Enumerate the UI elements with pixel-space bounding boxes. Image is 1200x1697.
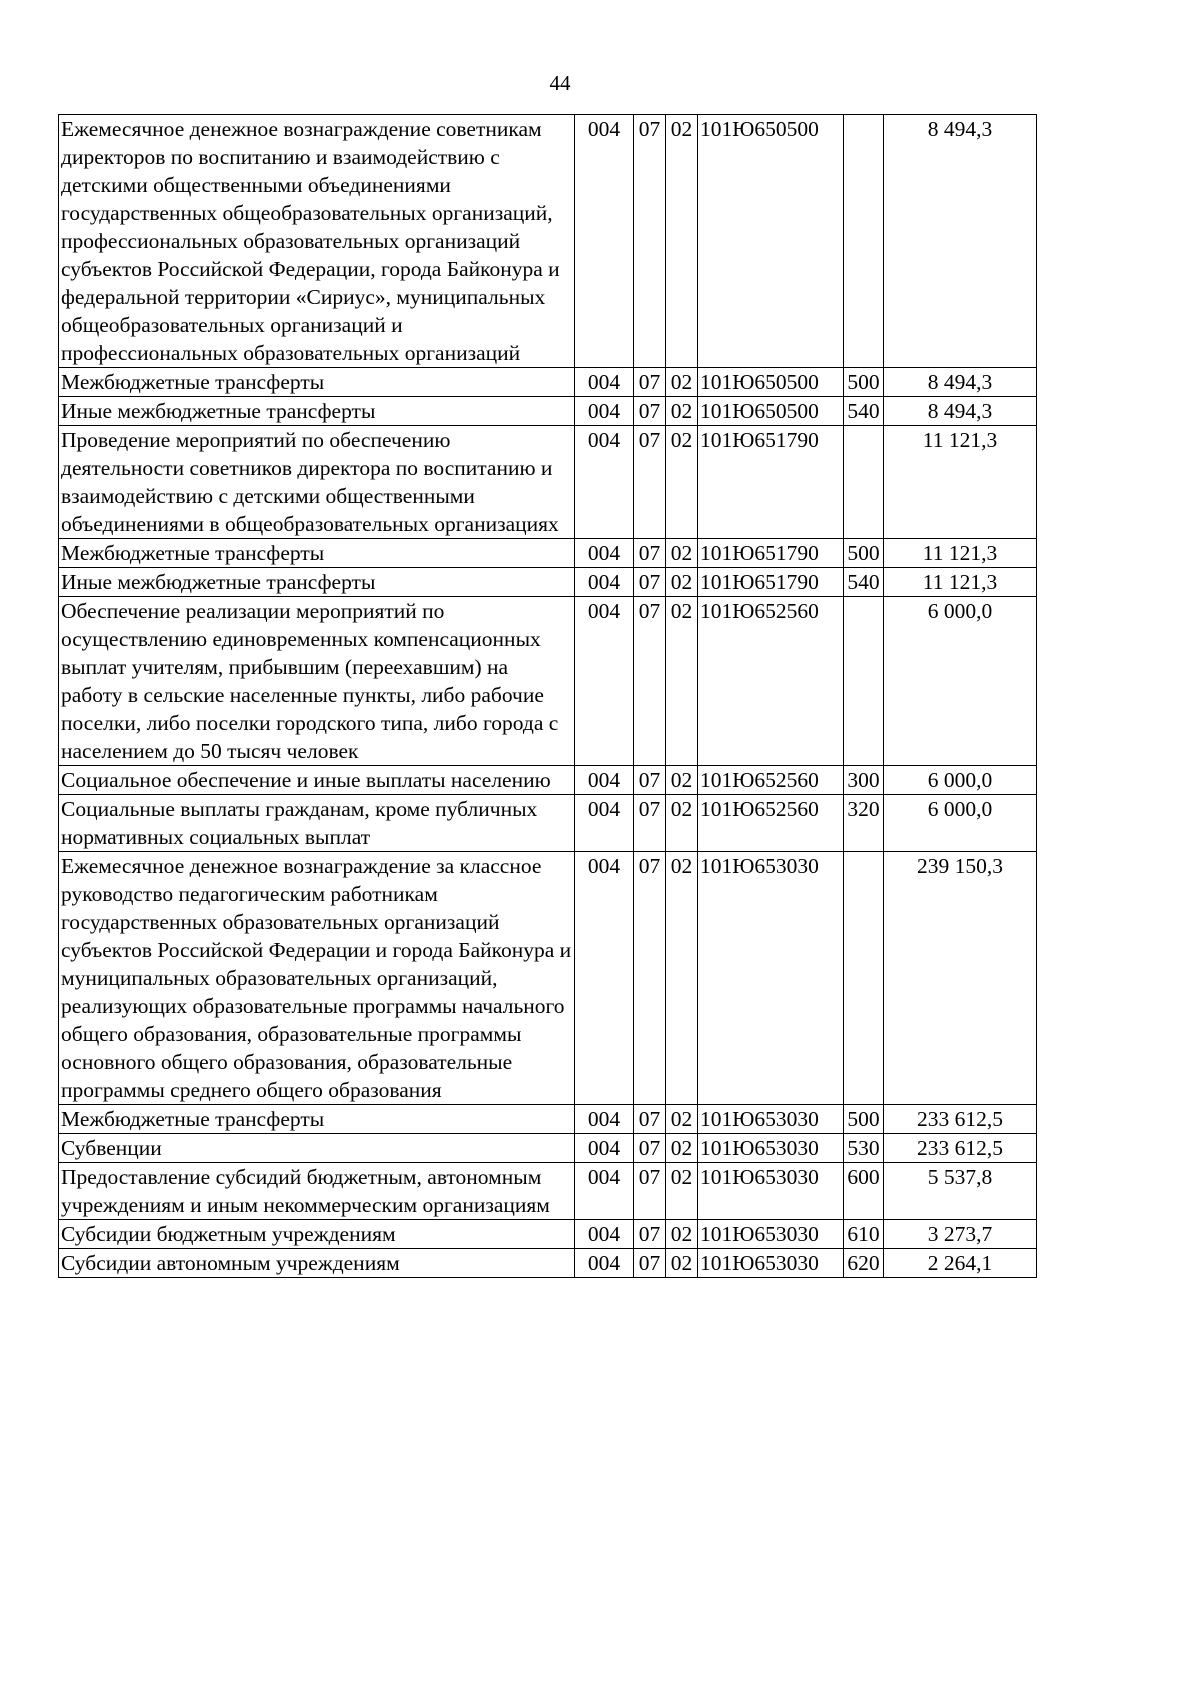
row-amount: 11 121,3 — [884, 568, 1037, 597]
row-name: Предоставление субсидий бюджетным, автономным учреждениям и иным некоммерческим организациям — [59, 1163, 575, 1220]
row-vr: 610 — [844, 1220, 884, 1249]
row-rz: 07 — [634, 1249, 666, 1278]
row-vr: 320 — [844, 795, 884, 852]
row-csr: 101Ю653030 — [698, 1220, 844, 1249]
table-row — [59, 397, 1037, 426]
row-csr: 101Ю650500 — [698, 115, 844, 368]
row-name: Субсидии автономным учреждениям — [59, 1249, 575, 1278]
row-vr: 540 — [844, 397, 884, 426]
row-rz: 07 — [634, 426, 666, 539]
row-amount: 11 121,3 — [884, 539, 1037, 568]
row-csr: 101Ю651790 — [698, 568, 844, 597]
row-csr: 101Ю653030 — [698, 1249, 844, 1278]
row-grbs: 004 — [575, 1249, 634, 1278]
table-row — [59, 1249, 1037, 1278]
table-row — [59, 568, 1037, 597]
budget-table — [58, 114, 1037, 1278]
row-name: Межбюджетные трансферты — [59, 539, 575, 568]
row-grbs: 004 — [575, 795, 634, 852]
row-name: Субвенции — [59, 1134, 575, 1163]
table-row — [59, 426, 1037, 539]
row-rz: 07 — [634, 852, 666, 1105]
row-amount: 6 000,0 — [884, 795, 1037, 852]
row-rz: 07 — [634, 766, 666, 795]
row-name: Ежемесячное денежное вознаграждение за классное руководство педагогическим работникам государственных образовательных организаций субъектов Российской Федерации и города Байконура и муниципальных образовательных организаций, реализующих образовательные программы начального общего образования, образовательные программы основного общего образования, образовательные программы среднего общего образования — [59, 852, 575, 1105]
row-vr — [844, 426, 884, 539]
row-name: Субсидии бюджетным учреждениям — [59, 1220, 575, 1249]
row-amount: 3 273,7 — [884, 1220, 1037, 1249]
row-rz: 07 — [634, 795, 666, 852]
row-vr — [844, 115, 884, 368]
row-name: Иные межбюджетные трансферты — [59, 568, 575, 597]
table-row — [59, 1134, 1037, 1163]
row-vr — [844, 852, 884, 1105]
row-csr: 101Ю650500 — [698, 397, 844, 426]
table-row — [59, 368, 1037, 397]
row-vr: 600 — [844, 1163, 884, 1220]
row-rz: 07 — [634, 597, 666, 766]
row-vr: 540 — [844, 568, 884, 597]
row-pr: 02 — [666, 368, 698, 397]
row-vr: 530 — [844, 1134, 884, 1163]
row-amount: 5 537,8 — [884, 1163, 1037, 1220]
row-amount: 239 150,3 — [884, 852, 1037, 1105]
row-grbs: 004 — [575, 1105, 634, 1134]
row-pr: 02 — [666, 115, 698, 368]
row-grbs: 004 — [575, 852, 634, 1105]
row-grbs: 004 — [575, 368, 634, 397]
row-csr: 101Ю653030 — [698, 1163, 844, 1220]
row-name: Проведение мероприятий по обеспечению деятельности советников директора по воспитанию и взаимодействию с детскими общественными объединениями в общеобразовательных организациях — [59, 426, 575, 539]
table-row — [59, 1220, 1037, 1249]
row-vr: 300 — [844, 766, 884, 795]
row-grbs: 004 — [575, 568, 634, 597]
row-amount: 8 494,3 — [884, 115, 1037, 368]
table-row — [59, 766, 1037, 795]
row-rz: 07 — [634, 1105, 666, 1134]
table-row — [59, 1105, 1037, 1134]
row-pr: 02 — [666, 1105, 698, 1134]
row-grbs: 004 — [575, 115, 634, 368]
row-amount: 2 264,1 — [884, 1249, 1037, 1278]
row-amount: 8 494,3 — [884, 368, 1037, 397]
row-name: Межбюджетные трансферты — [59, 368, 575, 397]
row-rz: 07 — [634, 568, 666, 597]
row-rz: 07 — [634, 115, 666, 368]
row-grbs: 004 — [575, 397, 634, 426]
row-name: Социальные выплаты гражданам, кроме публичных нормативных социальных выплат — [59, 795, 575, 852]
row-pr: 02 — [666, 1134, 698, 1163]
row-amount: 233 612,5 — [884, 1105, 1037, 1134]
row-grbs: 004 — [575, 426, 634, 539]
row-csr: 101Ю653030 — [698, 852, 844, 1105]
row-vr: 500 — [844, 368, 884, 397]
row-csr: 101Ю653030 — [698, 1134, 844, 1163]
row-csr: 101Ю651790 — [698, 426, 844, 539]
table-row — [59, 539, 1037, 568]
row-amount: 233 612,5 — [884, 1134, 1037, 1163]
row-name: Ежемесячное денежное вознаграждение советникам директоров по воспитанию и взаимодействию с детскими общественными объединениями государственных общеобразовательных организаций, профессиональных образовательных организаций субъектов Российской Федерации, города Байконура и федеральной территории «Сириус», муниципальных общеобразовательных организаций и профессиональных образовательных организаций — [59, 115, 575, 368]
row-rz: 07 — [634, 539, 666, 568]
row-vr — [844, 597, 884, 766]
row-rz: 07 — [634, 1134, 666, 1163]
row-pr: 02 — [666, 852, 698, 1105]
row-csr: 101Ю652560 — [698, 597, 844, 766]
row-pr: 02 — [666, 1220, 698, 1249]
row-vr: 500 — [844, 539, 884, 568]
row-grbs: 004 — [575, 539, 634, 568]
row-name: Межбюджетные трансферты — [59, 1105, 575, 1134]
row-csr: 101Ю650500 — [698, 368, 844, 397]
table-row — [59, 795, 1037, 852]
row-rz: 07 — [634, 368, 666, 397]
row-pr: 02 — [666, 1163, 698, 1220]
row-pr: 02 — [666, 539, 698, 568]
row-pr: 02 — [666, 397, 698, 426]
row-grbs: 004 — [575, 597, 634, 766]
row-rz: 07 — [634, 1163, 666, 1220]
row-pr: 02 — [666, 795, 698, 852]
row-amount: 11 121,3 — [884, 426, 1037, 539]
row-pr: 02 — [666, 597, 698, 766]
row-csr: 101Ю651790 — [698, 539, 844, 568]
row-amount: 8 494,3 — [884, 397, 1037, 426]
row-rz: 07 — [634, 1220, 666, 1249]
row-vr: 620 — [844, 1249, 884, 1278]
row-pr: 02 — [666, 766, 698, 795]
row-csr: 101Ю652560 — [698, 795, 844, 852]
row-grbs: 004 — [575, 1220, 634, 1249]
row-amount: 6 000,0 — [884, 766, 1037, 795]
row-vr: 500 — [844, 1105, 884, 1134]
row-rz: 07 — [634, 397, 666, 426]
row-name: Иные межбюджетные трансферты — [59, 397, 575, 426]
table-row — [59, 115, 1037, 368]
row-csr: 101Ю653030 — [698, 1105, 844, 1134]
row-grbs: 004 — [575, 1163, 634, 1220]
table-row — [59, 1163, 1037, 1220]
page-number: 44 — [549, 71, 571, 95]
row-grbs: 004 — [575, 766, 634, 795]
row-amount: 6 000,0 — [884, 597, 1037, 766]
row-pr: 02 — [666, 568, 698, 597]
table-row — [59, 852, 1037, 1105]
row-pr: 02 — [666, 1249, 698, 1278]
row-pr: 02 — [666, 426, 698, 539]
row-csr: 101Ю652560 — [698, 766, 844, 795]
row-name: Социальное обеспечение и иные выплаты населению — [59, 766, 575, 795]
row-name: Обеспечение реализации мероприятий по осуществлению единовременных компенсационных выплат учителям, прибывшим (переехавшим) на работу в сельские населенные пункты, либо рабочие поселки, либо поселки городского типа, либо города с населением до 50 тысяч человек — [59, 597, 575, 766]
table-row — [59, 597, 1037, 766]
row-grbs: 004 — [575, 1134, 634, 1163]
